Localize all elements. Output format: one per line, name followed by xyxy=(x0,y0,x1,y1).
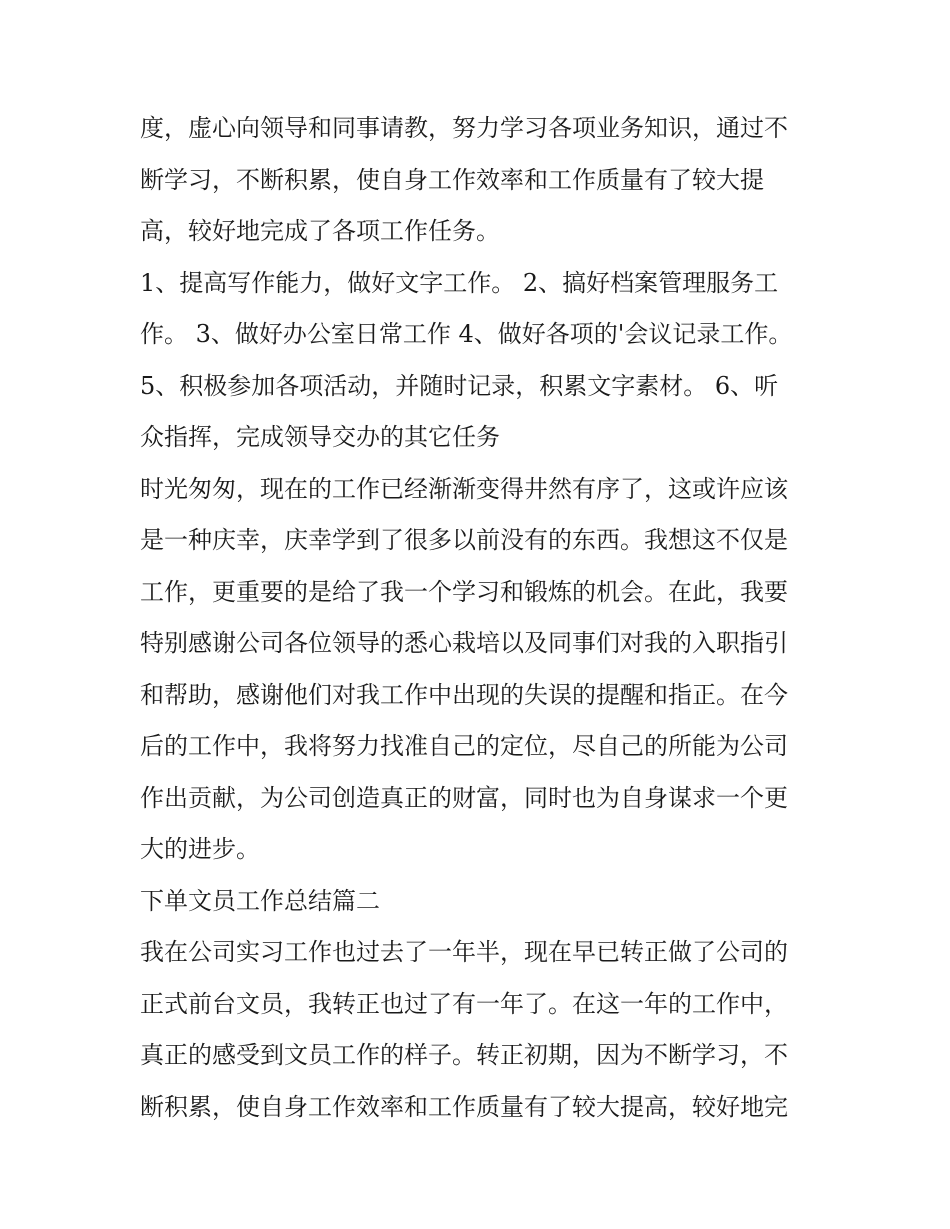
text-line: 高，较好地完成了各项工作任务。 xyxy=(140,217,500,245)
text-line: 真正的感受到文员工作的样子。转正初期，因为不断学习，不 xyxy=(140,1041,788,1069)
text-line: 众指挥，完成领导交办的其它任务 xyxy=(140,423,500,451)
text-line: 后的工作中，我将努力找准自己的定位，尽自己的所能为公司 xyxy=(140,732,788,760)
text-line: 正式前台文员，我转正也过了有一年了。在这一年的工作中， xyxy=(140,989,788,1018)
text-line: 作出贡献，为公司创造真正的财富，同时也为自身谋求一个更 xyxy=(140,783,788,812)
text-line: 断积累，使自身工作效率和工作质量有了较大提高，较好地完 xyxy=(140,1092,788,1121)
document-body xyxy=(140,103,820,1133)
text-line: 工作，更重要的是给了我一个学习和锻炼的机会。在此，我要 xyxy=(140,577,788,606)
text-line: 作。 3、做好办公室日常工作 4、做好各项的'会议记录工作。 xyxy=(140,320,793,348)
text-line: 和帮助，感谢他们对我工作中出现的失误的提醒和指正。在今 xyxy=(140,680,788,709)
text-line: 特别感谢公司各位领导的悉心栽培以及同事们对我的入职指引 xyxy=(140,629,788,657)
text-line: 5、积极参加各项活动，并随时记录，积累文字素材。 6、听 xyxy=(140,371,779,400)
text-line: 是一种庆幸，庆幸学到了很多以前没有的东西。我想这不仅是 xyxy=(140,526,788,554)
text-line: 度，虚心向领导和同事请教，努力学习各项业务知识，通过不 xyxy=(140,114,788,142)
section-heading: 下单文员工作总结篇二 xyxy=(140,886,380,915)
text-line: 我在公司实习工作也过去了一年半，现在早已转正做了公司的 xyxy=(140,938,788,966)
text-line: 1、提高写作能力，做好文字工作。 2、搞好档案管理服务工 xyxy=(140,268,779,297)
text-line: 断学习，不断积累，使自身工作效率和工作质量有了较大提 xyxy=(140,165,764,194)
text-line: 时光匆匆，现在的工作已经渐渐变得井然有序了，这或许应该 xyxy=(140,474,788,503)
text-line: 大的进步。 xyxy=(140,835,260,863)
